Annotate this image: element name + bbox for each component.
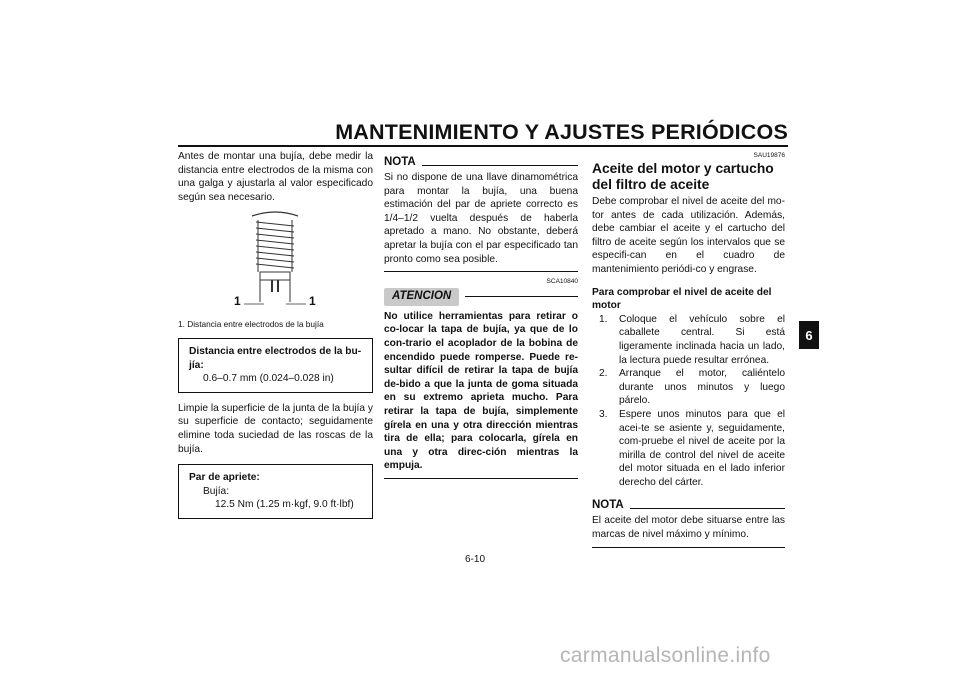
oil-check-subheading: Para comprobar el nivel de aceite del motor <box>592 286 772 312</box>
page-number: 6-10 <box>465 554 486 565</box>
column-2 <box>384 156 578 479</box>
figure-caption: 1. Distancia entre electrodos de la bujía <box>178 319 324 330</box>
spark-plug-figure <box>178 204 373 316</box>
atencion-rule <box>465 296 578 297</box>
nota-paragraph: Si no dispone de una llave dinamométrica para montar la bujía, una buena estimación del par de apriete correcto es 1/4–1/2 vuelta después de haberla apretado a mano. No obstante, deberá apretar la bujía con el par especificado tan pronto como sea posible. <box>384 172 578 265</box>
page-title: MANTENIMIENTO Y AJUSTES PERIÓDICOS <box>335 120 788 144</box>
torque-spec-box <box>178 464 373 519</box>
watermark: carmanualsonline.info <box>560 644 771 667</box>
section-code: SAU19876 <box>753 152 785 159</box>
nota-paragraph-2: El aceite del motor debe situarse entre las marcas de nivel máximo y mínimo. <box>592 515 785 541</box>
title-rule <box>178 145 788 147</box>
nota-rule <box>422 165 578 166</box>
torque-spec-item: Bujía: <box>203 485 230 497</box>
callout-1-right: 1 <box>309 294 316 309</box>
caution-code: SCA10840 <box>546 278 578 286</box>
gap-spec-label-cont: jía: <box>189 359 204 371</box>
column-1 <box>178 150 373 519</box>
step-number: 2. <box>599 368 608 380</box>
torque-spec-value: 12.5 Nm (1.25 m·kgf, 9.0 ft·lbf) <box>215 499 354 511</box>
gap-spec-label: Distancia entre electrodos de la bu- <box>189 345 362 357</box>
list-item <box>592 313 785 367</box>
nota-heading-2 <box>592 499 785 511</box>
gap-spec-value: 0.6–0.7 mm (0.024–0.028 in) <box>203 373 334 385</box>
nota-end-rule <box>384 271 578 272</box>
section-title: Aceite del motor y cartucho del filtro de aceite <box>592 161 774 192</box>
nota-end-rule-2 <box>592 547 785 548</box>
step-text: Espere unos minutos para que el acei-te se asiente y, seguidamente, com-pruebe el nivel de aceite por la mirilla de control del nivel de aceite del motor situada en el lado inferior derecho del cárter. <box>619 408 785 488</box>
step-text: Coloque el vehículo sobre el caballete central. Si está ligeramente inclinada hacia un lado, la lectura puede resultar errónea. <box>619 313 785 366</box>
nota-label: NOTA <box>384 156 416 168</box>
atencion-paragraph: No utilice herramientas para retirar o co-locar la tapa de bujía, ya que de lo con-trario el acoplador de la bobina de encendido puede romperse. Puede re-sultar difícil de retirar la tapa de bujía de-bido a que la junta de goma situada en su extremo aprieta mucho. Para retirar la tapa de bujía, simplemente gírela en una y otra dirección mientras tira de ella; para colocarla, gírela en una y otra direc-ción mientras la empuja. <box>384 310 578 472</box>
atencion-end-rule <box>384 478 578 479</box>
column-3 <box>592 152 785 548</box>
list-item <box>592 408 785 490</box>
list-item <box>592 367 785 408</box>
callout-1-left: 1 <box>234 294 241 309</box>
section-intro: Debe comprobar el nivel de aceite del mo-tor antes de cada utilización. Además, debe cambiar el aceite y el cartucho del filtro de aceite según los intervalos que se especifi-can en el cuadro de mantenimiento periódi-co y engrase. <box>592 196 785 275</box>
nota-rule-2 <box>630 508 785 509</box>
step-number: 1. <box>599 313 608 325</box>
torque-spec-label: Par de apriete: <box>189 472 260 484</box>
step-number: 3. <box>599 408 608 420</box>
spark-plug-illustration <box>230 204 320 316</box>
intro-paragraph: Antes de montar una bujía, debe medir la distancia entre electrodos de la misma con una galga y ajustarla al valor especificado según sea necesario. <box>178 151 373 203</box>
clean-paragraph: Limpie la superficie de la junta de la bujía y su superficie de contacto; seguidamente elimine toda suciedad de las roscas de la bujía. <box>178 402 373 455</box>
nota-label-2: NOTA <box>592 499 624 512</box>
atencion-heading <box>384 288 578 306</box>
nota-heading <box>384 156 578 168</box>
gap-spec-box <box>178 338 373 393</box>
step-text: Arranque el motor, caliéntelo durante unos minutos y luego párelo. <box>619 368 785 407</box>
atencion-badge: ATENCION <box>384 288 459 306</box>
oil-check-steps <box>592 313 785 490</box>
chapter-tab: 6 <box>799 321 819 349</box>
